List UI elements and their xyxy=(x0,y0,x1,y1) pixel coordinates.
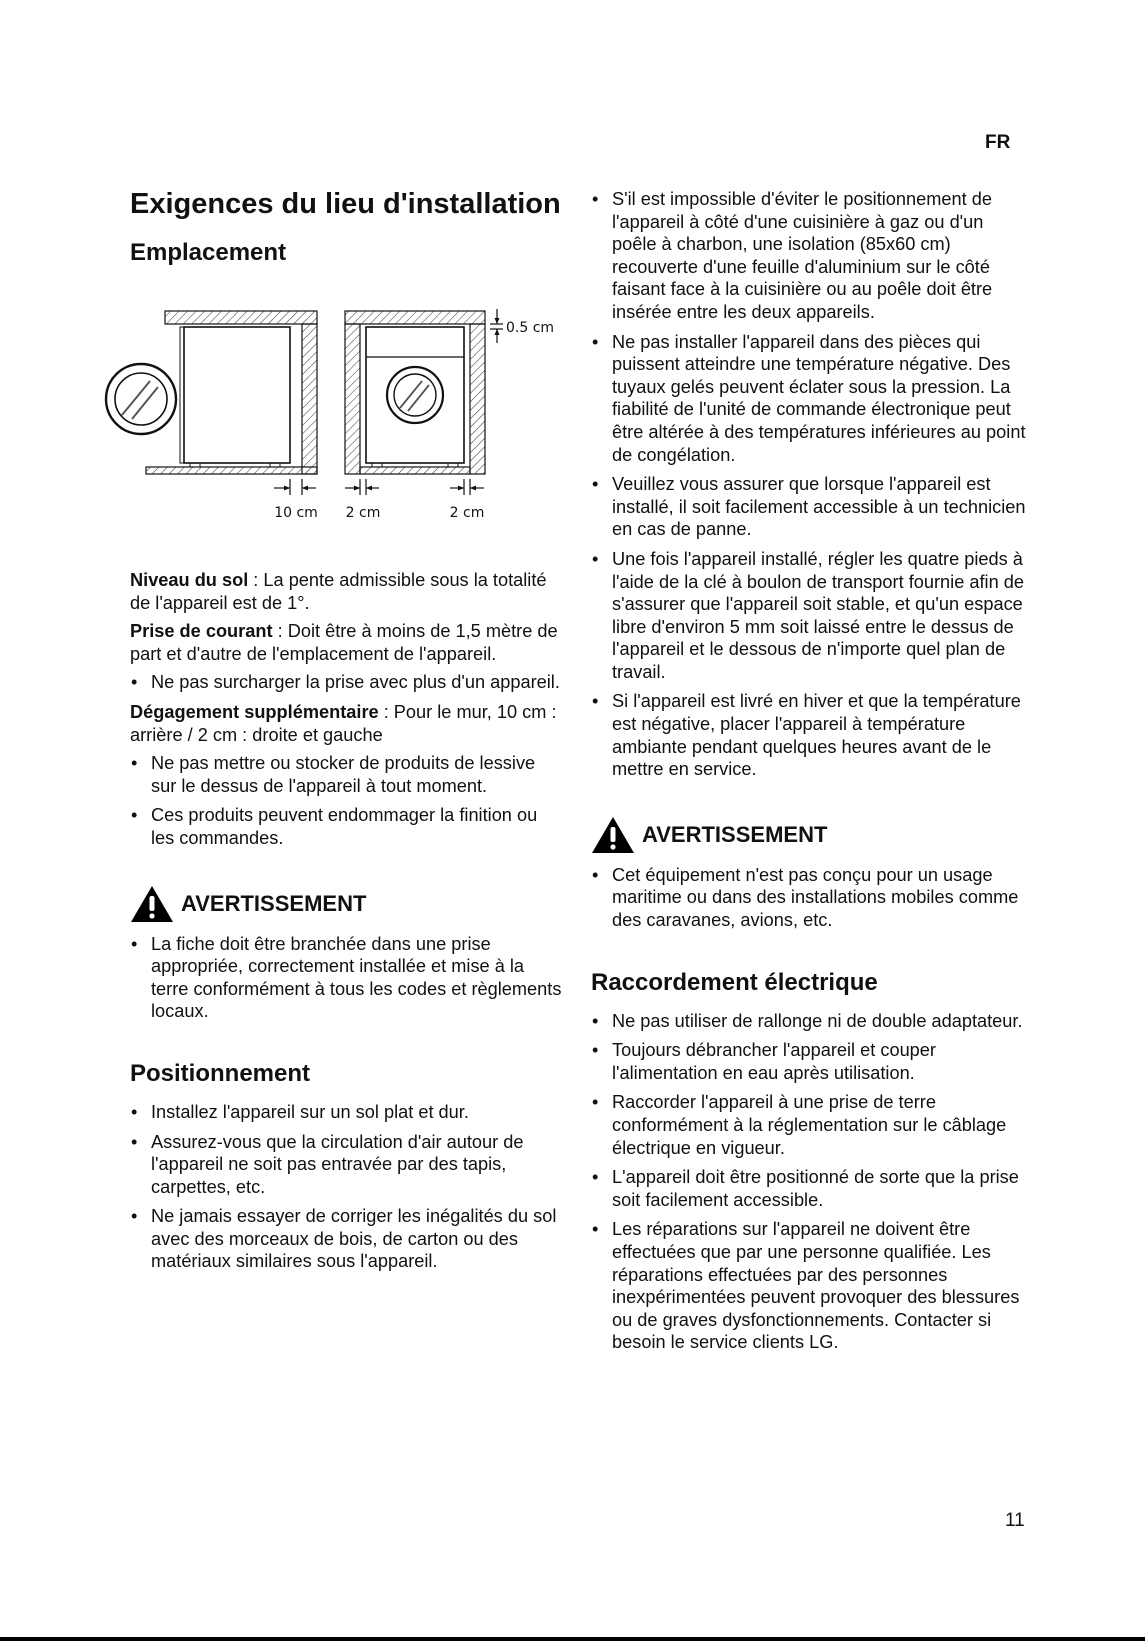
list-item: • Assurez-vous que la circulation d'air autour de l'appareil ne soit pas entravée par des tapis, carpettes, etc. xyxy=(130,1131,562,1199)
extra-clearance-text: : Pour le mur, 10 cm : arrière / 2 cm : droite et gauche xyxy=(130,701,557,745)
label-top-gap: 0.5 cm xyxy=(506,320,555,336)
page-number: 11 xyxy=(1005,1510,1025,1531)
section-heading-positionnement: Positionnement xyxy=(130,1059,311,1087)
list-item: • La fiche doit être branchée dans une prise appropriée, correctement installée et mise à la terre conformément à tous les codes et règlements locaux. xyxy=(130,933,562,1023)
electrical-bullet-list xyxy=(591,1010,1031,1354)
extra-clearance-paragraph xyxy=(130,701,562,746)
list-item: • Toujours débrancher l'appareil et couper l'alimentation en eau après utilisation. xyxy=(591,1039,1031,1084)
side-view-appliance xyxy=(184,327,290,463)
list-item: • Si l'appareil est livré en hiver et que la température est négative, placer l'appareil à température ambiante pendant quelques heures avant de le mettre en service. xyxy=(591,690,1031,780)
floor-level-term: Niveau du sol xyxy=(130,570,249,590)
section-heading-raccordement: Raccordement électrique xyxy=(591,968,878,996)
warning-label: AVERTISSEMENT xyxy=(181,890,367,916)
label-left-gap: 2 cm xyxy=(345,505,381,521)
list-item: • Installez l'appareil sur un sol plat et dur. xyxy=(130,1101,562,1124)
side-view-top-hatch xyxy=(165,311,317,324)
extra-clearance-term: Dégagement supplémentaire xyxy=(130,701,379,722)
list-item: • Cet équipement n'est pas conçu pour un usage maritime ou dans des installations mobiles comme des caravanes, avions, etc. xyxy=(591,864,1031,932)
right-column xyxy=(591,188,1031,1361)
list-item: • Ne pas surcharger la prise avec plus d'un appareil. xyxy=(130,671,562,694)
list-item: • Veuillez vous assurer que lorsque l'appareil est installé, il soit facilement accessible à un technicien en cas de panne. xyxy=(591,473,1031,541)
front-view-right-wall xyxy=(470,324,485,474)
list-item: • Raccorder l'appareil à une prise de terre conformément à la réglementation sur le câblage électrique en vigueur. xyxy=(591,1091,1031,1159)
power-outlet-paragraph xyxy=(130,620,562,665)
list-item: • Ne pas utiliser de rallonge ni de double adaptateur. xyxy=(591,1010,1031,1033)
front-view-left-wall xyxy=(345,324,360,474)
floor-level-text: : La pente admissible sous la totalité de l'appareil est de 1°. xyxy=(130,570,547,613)
side-view-floor xyxy=(146,467,317,474)
page-title: Exigences du lieu d'installation xyxy=(130,188,561,220)
list-item: • Ne jamais essayer de corriger les inégalités du sol avec des morceaux de bois, de carton ou des matériaux similaires sous l'appareil. xyxy=(130,1205,562,1273)
list-item: • Ne pas installer l'appareil dans des pièces qui puissent atteindre une température négative. Des tuyaux gelés peuvent éclater sous la pression. La fiabilité de l'unité de commande électronique peut être altérée à des températures inférieures au point de congélation. xyxy=(591,331,1031,467)
power-outlet-text: : Doit être à moins de 1,5 mètre de part et d'autre de l'emplacement de l'appareil. xyxy=(130,621,558,664)
label-back-gap: 10 cm xyxy=(274,505,318,521)
list-item: • Ne pas mettre ou stocker de produits de lessive sur le dessus de l'appareil à tout moment. xyxy=(130,752,562,797)
list-item: • Ces produits peuvent endommager la finition ou les commandes. xyxy=(130,804,562,849)
warning-bullet-list-right xyxy=(591,864,1031,932)
left-column xyxy=(130,188,562,1280)
front-view-top-hatch xyxy=(345,311,485,324)
warning-triangle-icon xyxy=(130,885,174,923)
list-item: • L'appareil doit être positionné de sorte que la prise soit facilement accessible. xyxy=(591,1166,1031,1211)
list-item: • S'il est impossible d'éviter le positionnement de l'appareil à côté d'une cuisinière à gaz ou d'un poêle à charbon, une isolation (85x60 cm) recouverte d'une feuille d'aluminium sur le côté faisant face à la cuisinière ou au poêle doit être insérée entre les deux appareils. xyxy=(591,188,1031,324)
warning-header-right xyxy=(591,816,1031,854)
positioning-bullet-list xyxy=(130,1101,562,1273)
detergent-bullet-list xyxy=(130,752,562,849)
power-outlet-term: Prise de courant xyxy=(130,621,273,642)
warning-triangle-icon xyxy=(591,816,635,854)
section-heading-emplacement: Emplacement xyxy=(130,239,287,266)
outlet-bullet-list xyxy=(130,671,562,694)
warning-label: AVERTISSEMENT xyxy=(642,821,828,847)
warning-header-left xyxy=(130,885,562,923)
list-item: • Les réparations sur l'appareil ne doivent être effectuées que par une personne qualifiée. Les réparations effectuées par des personnes inexpérimentées peuvent provoquer des blessures ou de graves dysfonctionnements. Contacter si besoin le service clients LG. xyxy=(591,1218,1031,1354)
installation-clearance-diagram xyxy=(98,307,568,522)
label-right-gap: 2 cm xyxy=(449,505,485,521)
language-code: FR xyxy=(985,132,1011,153)
bottom-rule xyxy=(0,1637,1145,1641)
warning-bullet-list-left xyxy=(130,933,562,1023)
side-view-back-wall xyxy=(302,324,317,474)
floor-level-paragraph xyxy=(130,569,562,614)
location-bullet-list xyxy=(591,188,1031,781)
list-item: • Une fois l'appareil installé, régler les quatre pieds à l'aide de la clé à boulon de transport fournie afin de s'assurer que l'appareil soit stable, et qu'un espace libre d'environ 5 mm soit laissé entre le dessus de l'appareil et le dessous de n'importe quel plan de travail. xyxy=(591,548,1031,684)
clearance-illustration xyxy=(98,307,568,522)
front-view-floor xyxy=(360,467,470,474)
